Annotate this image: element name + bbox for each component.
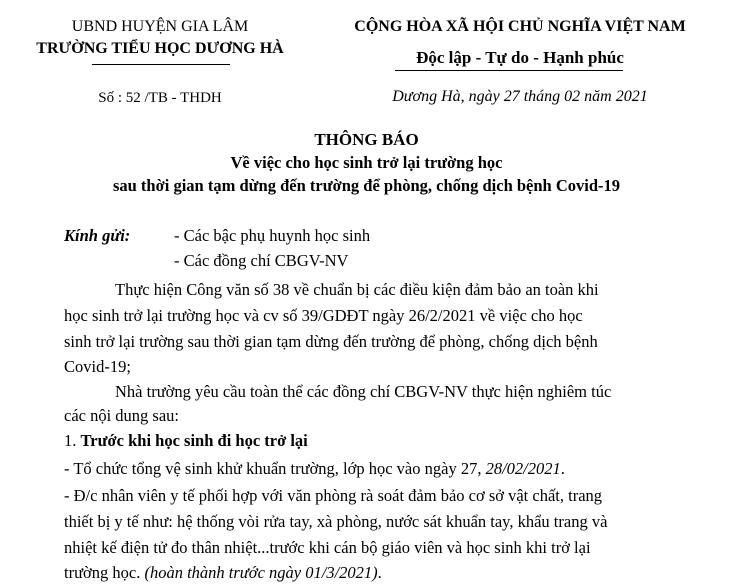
paragraph-line: sinh trở lại trường sau thời gian tạm dừng đến trường để phòng, chống dịch bệnh xyxy=(64,332,598,351)
task-text: trường học. xyxy=(64,563,145,582)
national-motto: Độc lập - Tự do - Hạnh phúc xyxy=(416,48,624,67)
motto-underline xyxy=(395,70,623,71)
task-date: 28/02/2021 xyxy=(485,459,561,478)
paragraph-line: học sinh trở lại trường học và cv số 39/GDĐT ngày 26/2/2021 về việc cho học xyxy=(64,306,583,325)
section-title: Trước khi học sinh đi học trở lại xyxy=(80,431,308,450)
paragraph-line: Covid-19; xyxy=(64,357,131,376)
task-end: . xyxy=(377,563,382,582)
task-line: thiết bị y tế như: hệ thống vòi rửa tay, xà phòng, nước sát khuẩn tay, khẩu trang và xyxy=(64,512,608,531)
school-underline xyxy=(92,64,230,65)
task-line: - Đ/c nhân viên y tế phối hợp với văn phòng rà soát đảm bảo cơ sở vật chất, trang xyxy=(64,486,603,505)
nation-title: CỘNG HÒA XÃ HỘI CHỦ NGHĨA VIỆT NAM xyxy=(354,18,686,35)
task-line xyxy=(64,563,382,583)
task-line: nhiệt kế điện tử đo thân nhiệt...trước khi cán bộ giáo viên và học sinh khi trở lại xyxy=(64,538,591,557)
paragraph-line: các nội dung sau: xyxy=(64,406,180,425)
task-deadline: (hoàn thành trước ngày 01/3/2021) xyxy=(144,563,378,582)
document-number: Số : 52 /TB - THDH xyxy=(98,90,222,106)
task-item xyxy=(64,459,565,479)
task-end: . xyxy=(560,459,565,478)
section-heading xyxy=(64,431,308,451)
paragraph-line: Nhà trường yêu cầu toàn thể các đồng chí CBGV-NV thực hiện nghiêm túc xyxy=(115,382,612,401)
recipient-item: - Các đồng chí CBGV-NV xyxy=(174,251,349,270)
recipient-item: - Các bậc phụ huynh học sinh xyxy=(174,226,371,245)
recipients-label: Kính gửi: xyxy=(64,226,131,245)
document-title: THÔNG BÁO xyxy=(314,130,419,149)
authority-name: UBND HUYỆN GIA LÂM xyxy=(71,18,249,35)
school-name: TRƯỜNG TIỂU HỌC DƯƠNG HÀ xyxy=(36,40,284,57)
subject-line-2: sau thời gian tạm dừng đến trường để phòng, chống dịch bệnh Covid-19 xyxy=(112,176,621,195)
task-text: - Tổ chức tổng vệ sinh khử khuẩn trường, lớp học vào ngày 27, xyxy=(64,459,486,478)
paragraph-line: Thực hiện Công văn số 38 về chuẩn bị các điều kiện đảm bảo an toàn khi xyxy=(115,280,599,299)
section-number: 1. xyxy=(64,431,81,450)
place-date: Dương Hà, ngày 27 tháng 02 năm 2021 xyxy=(392,88,648,105)
subject-line-1: Về việc cho học sinh trở lại trường học xyxy=(230,153,503,172)
